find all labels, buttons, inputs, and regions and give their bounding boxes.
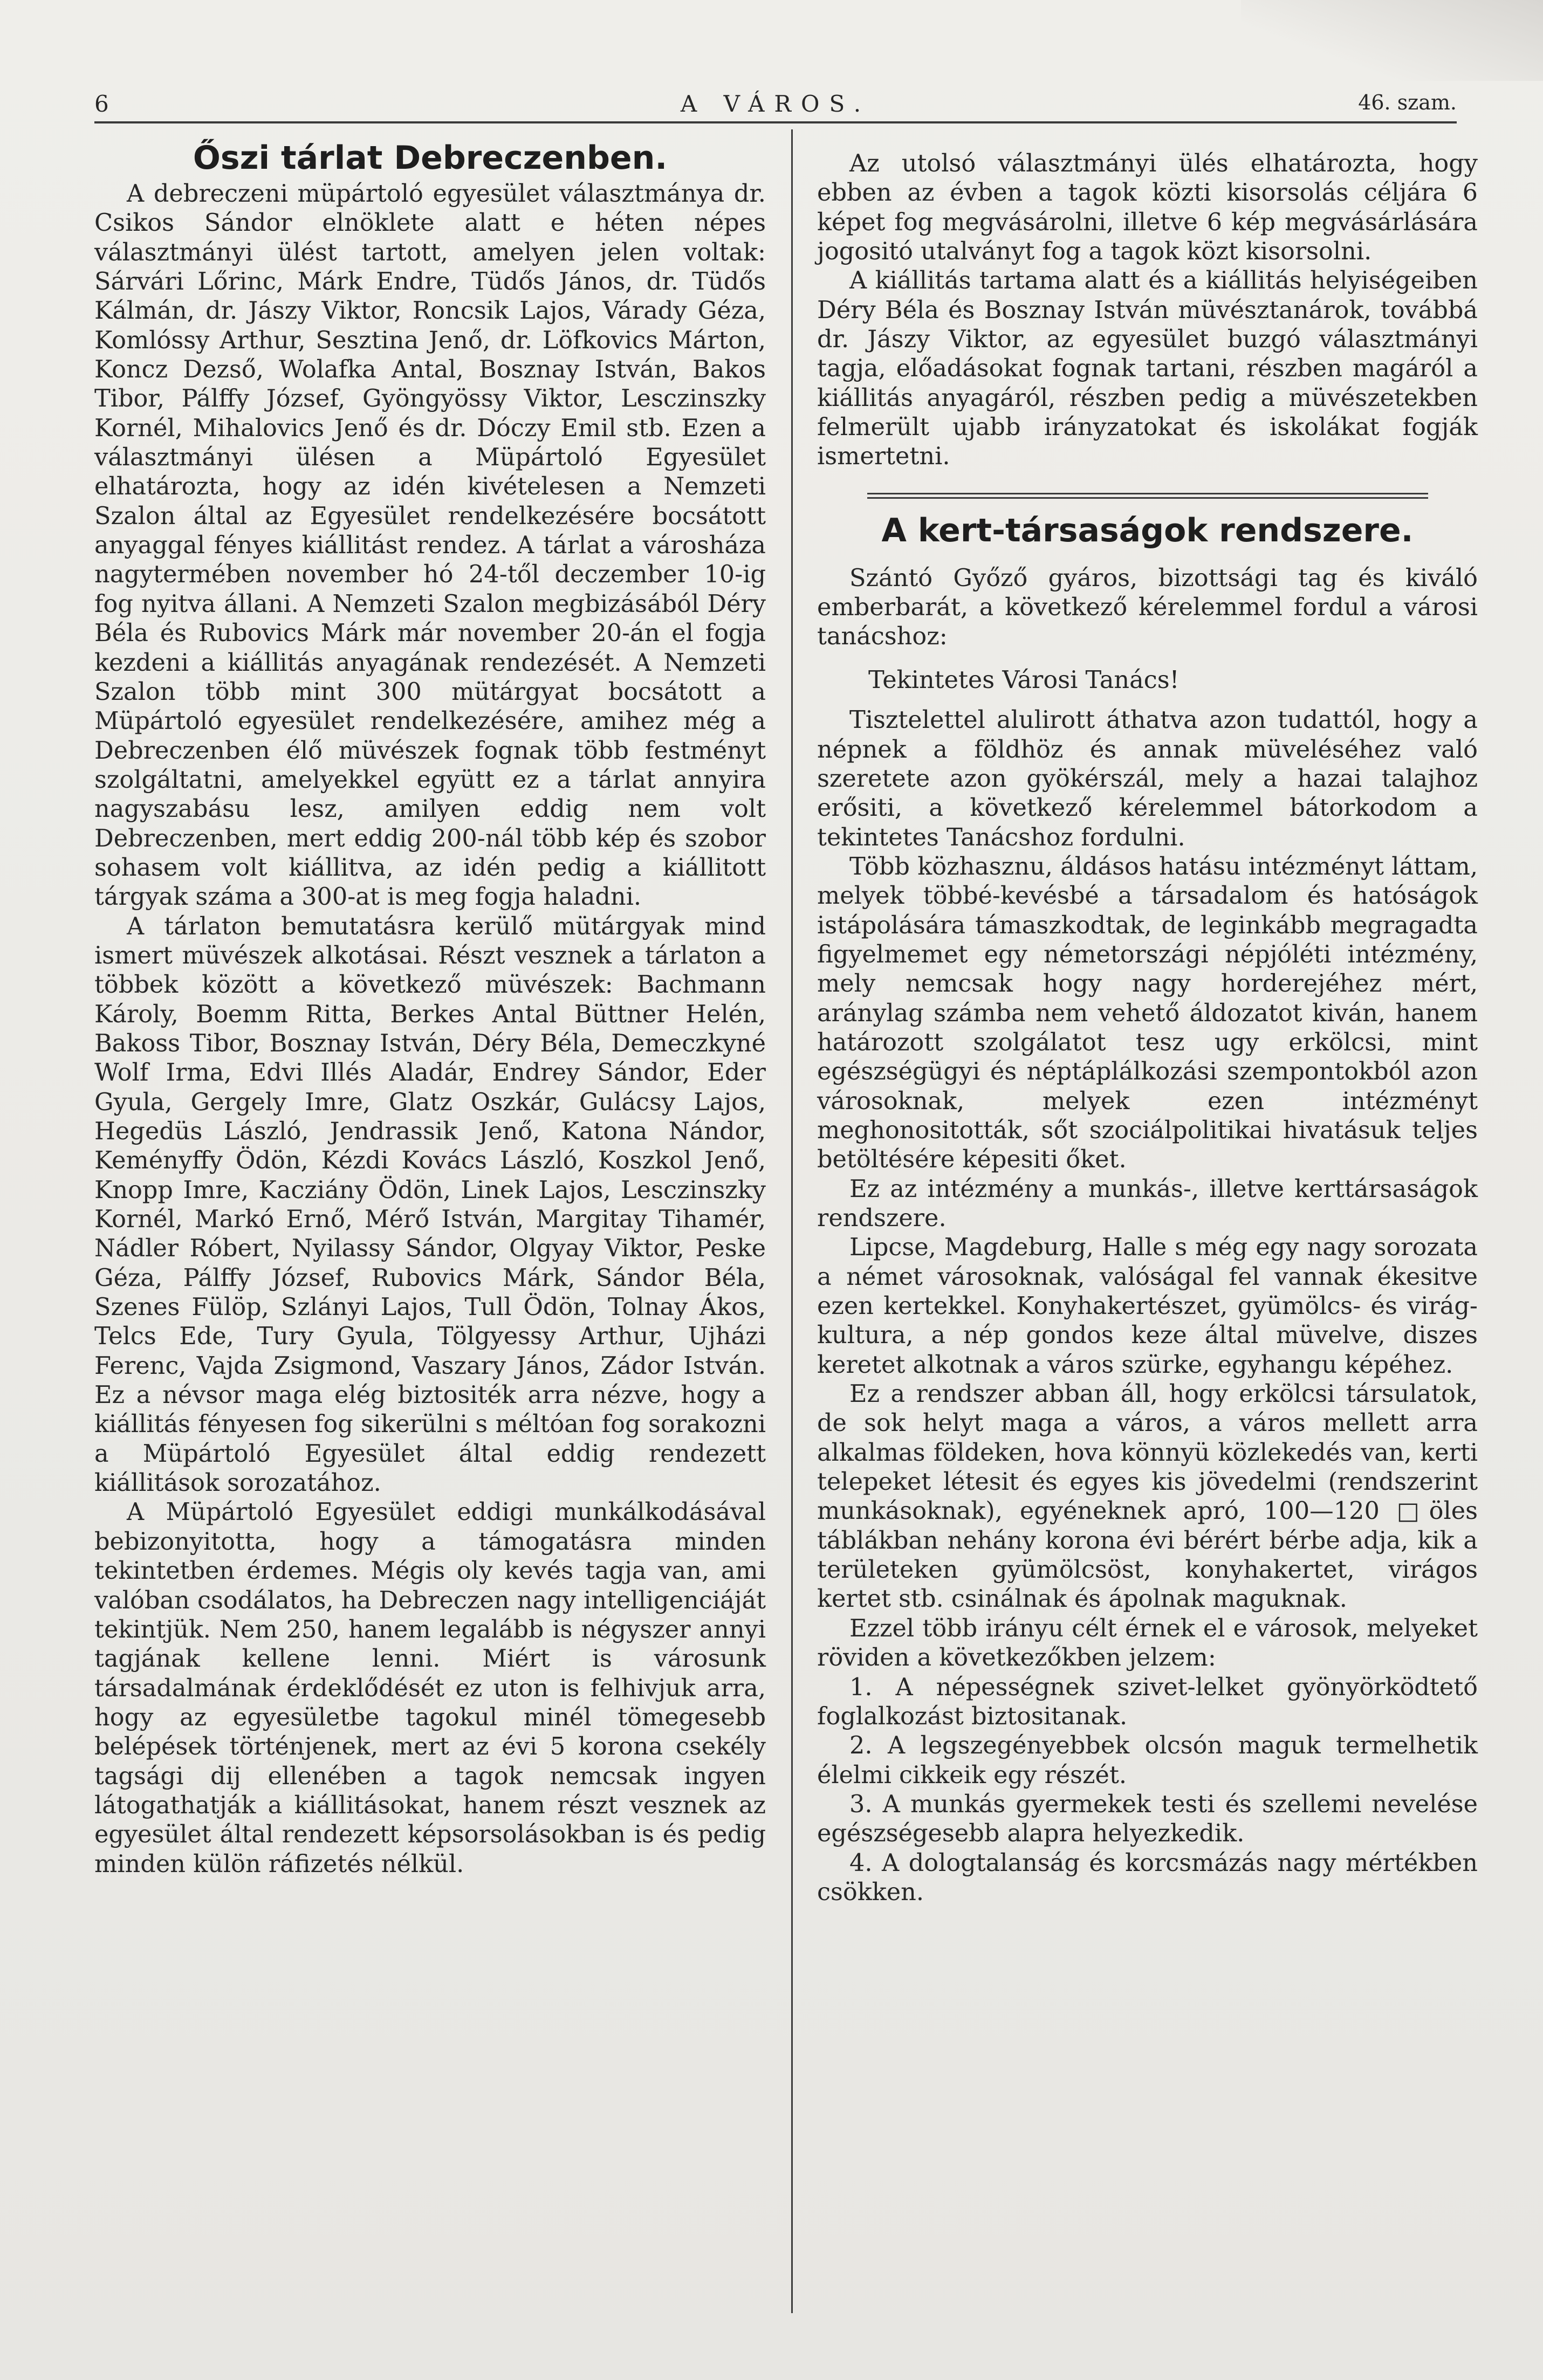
list-item: 2. A legszegényebbek olcsón maguk termelhetik élelmi cikkeik egy részét. (817, 1731, 1478, 1789)
article-paragraph: A tárlaton bemutatásra kerülő mütárgyak mind ismert müvészek alkotásai. Részt vesznek a tárlaton a többek között a következő müvészek: Bachmann Károly, Boemm Ritta, Berkes Antal Büttner Helén, Bakoss Tibor, Bosznay István, Déry Béla, Demeczkyné Wolf Irma, Edvi Illés Aladár, Endrey Sándor, Eder Gyula, Gergely Imre, Glatz Oszkár, Gulácsy Lajos, Hegedüs László, Jendrassik Jenő, Katona Nándor, Keményffy Ödön, Kézdi Kovács László, Koszkol Jenő, Knopp Imre, Kacziány Ödön, Linek Lajos, Lesczinszky Kornél, Markó Ernő, Mérő István, Margitay Tihamér, Nádler Róbert, Nyilassy Sándor, Olgyay Viktor, Peske Géza, Pálffy József, Rubovics Márk, Sándor Béla, Szenes Fülöp, Szlányi Lajos, Tull Ödön, Tolnay Ákos, Telcs Ede, Tury Gyula, Tölgyessy Arthur, Ujházi Ferenc, Vajda Zsigmond, Vaszary János, Zádor István. Ez a névsor maga elég biztositék arra nézve, hogy a kiállitás fényesen fog sikerülni s méltóan fog sorakozni a Müpártoló Egyesület által eddig rendezett kiállitások sorozatához. (94, 912, 766, 1497)
left-column (94, 129, 766, 1879)
article-paragraph: A kiállitás tartama alatt és a kiállitás helyiségeiben Déry Béla és Bosznay István müvésztanárok, továbbá dr. Jászy Viktor, az egyesület buzgó választmányi tagja, előadásokat fognak tartani, részben magáról a kiállitás anyagáról, részben pedig a müvészetekben felmerült ujabb irányzatokat és iskolákat fogják ismertetni. (817, 266, 1478, 471)
article-lead: Szántó Győző gyáros, bizottsági tag és kiváló emberbarát, a következő kérelemmel fordul a városi tanácshoz: (817, 563, 1478, 651)
article-paragraph: Ez a rendszer abban áll, hogy erkölcsi társulatok, de sok helyt maga a város, a város mellett arra alkalmas földeken, hova könnyü közlekedés van, kerti telepeket létesit és egyes kis jövedelmi (rendszerint munkásoknak), egyéneknek apró, 100—120 □öles táblákban nehány korona évi bérért bérbe adja, kik a területeken gyümölcsöst, konyhakertet, virágos kertet stb. csinálnak és ápolnak maguknak. (817, 1380, 1478, 1613)
article-paragraph: Tisztelettel alulirott áthatva azon tudattól, hogy a népnek a földhöz és annak müveléséhez való szeretete azon gyökérszál, mely a hazai talajhoz erősiti, a következő kérelemmel bátorkodom a tekintetes Tanácshoz fordulni. (817, 706, 1478, 851)
article-paragraph: A debreczeni müpártoló egyesület választmánya dr. Csikos Sándor elnöklete alatt e héten népes választmányi ülést tartott, amelyen jelen voltak: Sárvári Lőrinc, Márk Endre, Tüdős János, dr. Tüdős Kálmán, dr. Jászy Viktor, Roncsik Lajos, Várady Géza, Komlóssy Arthur, Sesztina Jenő, dr. Löfkovics Márton, Koncz Dezső, Wolafka Antal, Bosznay István, Bakos Tibor, Pálffy József, Gyöngyössy Viktor, Lesczinszky Kornél, Mihalovics Jenő és dr. Dóczy Emil stb. Ezen a választmányi ülésen a Müpártoló Egyesület elhatározta, hogy az idén kivételesen a Nemzeti Szalon által az Egyesület rendelkezésére bocsátott anyaggal fényes kiállitást rendez. A tárlat a városháza nagytermében november hó 24-től deczember 10-ig fog nyitva állani. A Nemzeti Szalon megbizásából Déry Béla és Rubovics Márk már november 20-án el fogja kezdeni a kiállitás anyagának rendezését. A Nemzeti Szalon több mint 300 mütárgyat bocsátott a Müpártoló egyesület rendelkezésére, amihez még a Debreczenben élő müvészek fognak több festményt szolgáltatni, amelyekkel együtt ez a tárlat annyira nagyszabásu lesz, amilyen eddig nem volt Debreczenben, mert eddig 200-nál több kép és szobor sohasem volt kiállitva, az idén pedig a kiállitott tárgyak száma a 300-at is meg fogja haladni. (94, 180, 766, 911)
article-title-exhibition: Őszi tárlat Debreczenben. (193, 139, 668, 177)
article-separator (867, 493, 1428, 499)
article-paragraph: Lipcse, Magdeburg, Halle s még egy nagy sorozata a német városoknak, valóságal fel vannak ékesitve ezen kertekkel. Konyhakertészet, gyümölcs- és virág-kultura, a nép gondos keze által müvelve, diszes keretet alkotnak a város szürke, egyhangu képéhez. (817, 1233, 1478, 1379)
letter-salutation: Tekintetes Városi Tanács! (868, 665, 1179, 694)
article-paragraph: Ezzel több irányu célt érnek el e városok, melyeket röviden a következőkben jelzem: (817, 1614, 1478, 1672)
article-title-gardens: A kert-társaságok rendszere. (881, 511, 1414, 549)
article-paragraph: Több közhasznu, áldásos hatásu intézményt láttam, melyek többé-kevésbé a társadalom és hatóságok istápolására támaszkodtak, de leginkább megragadta figyelmemet egy németországi népjóléti intézmény, mely nemcsak hogy nagy horderejéhez mért, aránylag számba nem vehető áldozatot kiván, hanem határozott szolgálatot tesz ugy erkölcsi, mint egészségügyi és néptáplálkozási szempontokból azon városoknak, melyek ezen intézményt meghonositották, sőt szociálpolitikai hivatásuk teljes betöltésére képesiti őket. (817, 852, 1478, 1174)
article-paragraph: Ez az intézmény a munkás-, illetve kerttársaságok rendszere. (817, 1174, 1478, 1232)
journal-title: A VÁROS. (680, 91, 871, 117)
article-paragraph: Az utolsó választmányi ülés elhatározta, hogy ebben az évben a tagok közti kisorsolás céljára 6 képet fog megvásárolni, illetve 6 kép megvásárlására jogositó utalványt fog a tagok közt kisorsolni. (817, 149, 1478, 266)
page-number: 6 (94, 91, 109, 117)
page-corner-shadow (1241, 0, 1543, 81)
right-column (817, 129, 1478, 1907)
list-item: 4. A dologtalanság és korcsmázás nagy mértékben csökken. (817, 1848, 1478, 1906)
issue-number: 46. szam. (1358, 91, 1457, 114)
header-rule (94, 121, 1457, 123)
article-paragraph: A Müpártoló Egyesület eddigi munkálkodásával bebizonyitotta, hogy a támogatásra minden tekintetben érdemes. Mégis oly kevés tagja van, ami valóban csodálatos, ha Debreczen nagy intelligenciáját tekintjük. Nem 250, hanem legalább is négyszer annyi tagjának kellene lenni. Miért is városunk társadalmának érdeklődését ez uton is felhivjuk arra, hogy az egyesületbe tagokul minél tömegesebb belépések történjenek, mert az évi 5 korona csekély tagsági dij ellenében a tagok nemcsak ingyen látogathatják a kiállitásokat, hanem részt vesznek az egyesület által rendezett képsorsolásokban is és pedig minden külön ráfizetés nélkül. (94, 1498, 766, 1878)
list-item: 1. A népességnek szivet-lelket gyönyörködtető foglalkozást biztositanak. (817, 1673, 1478, 1730)
list-item: 3. A munkás gyermekek testi és szellemi nevelése egészségesebb alapra helyezkedik. (817, 1790, 1478, 1848)
column-divider (791, 129, 793, 2313)
